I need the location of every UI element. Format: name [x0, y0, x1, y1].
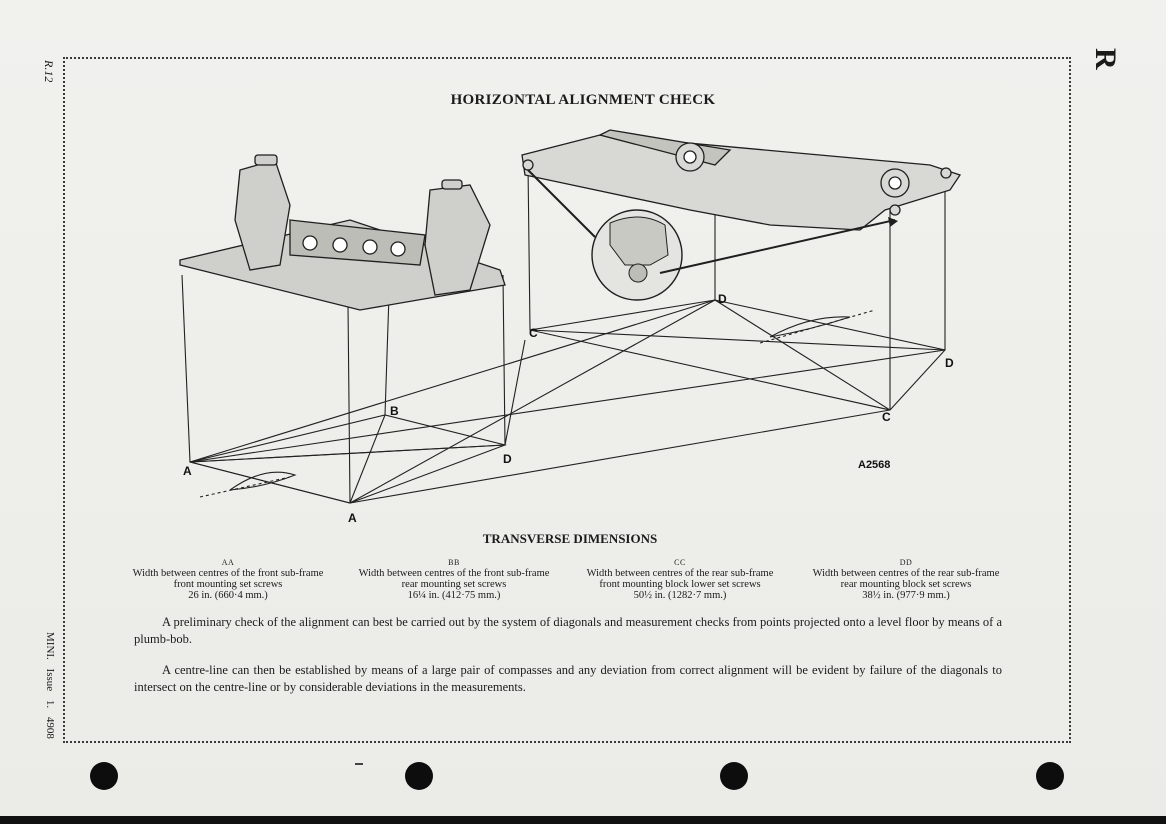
- front-subframe-drawing: [180, 155, 505, 310]
- dimension-description: Width between centres of the rear sub-frame front mounting block lower set screws: [586, 568, 774, 590]
- label-a-bottom: A: [348, 511, 357, 525]
- label-d-rear-right: D: [945, 356, 954, 370]
- figure-reference: A2568: [858, 459, 891, 471]
- alignment-diagram-svg: [170, 125, 1000, 530]
- dimension-description: Width between centres of the front sub-frame rear mounting set screws: [358, 568, 550, 590]
- issue-footer: MINI. Issue 1. 4908: [44, 632, 56, 739]
- rear-subframe-drawing: [522, 130, 960, 230]
- punch-hole: [1036, 762, 1064, 790]
- page-reference: R.12: [42, 60, 56, 83]
- dimension-cc: [580, 557, 780, 601]
- page-mark: [355, 763, 363, 765]
- dimension-code: AA: [221, 558, 235, 567]
- punch-hole: [720, 762, 748, 790]
- dimension-bb: [354, 557, 554, 601]
- dimension-code: BB: [448, 558, 460, 567]
- label-d-rear-top: D: [718, 292, 727, 306]
- dimension-value: 16¼ in. (412·75 mm.): [407, 590, 501, 601]
- scan-edge: [0, 816, 1166, 824]
- punch-hole: [405, 762, 433, 790]
- dimension-code: DD: [899, 558, 913, 567]
- label-a-left: A: [183, 464, 192, 478]
- section-letter: R: [1089, 48, 1122, 70]
- label-b: B: [390, 404, 399, 418]
- page-title: HORIZONTAL ALIGNMENT CHECK: [450, 92, 716, 108]
- dimension-code: CC: [674, 558, 686, 567]
- label-c-left: C: [529, 326, 538, 340]
- alignment-diagram: [170, 125, 1000, 530]
- dimension-dd: [806, 557, 1006, 601]
- dimension-description: Width between centres of the front sub-frame front mounting set screws: [132, 568, 324, 590]
- dimension-value: 26 in. (660·4 mm.): [188, 590, 268, 601]
- paragraph-preliminary-check: A preliminary check of the alignment can best be carried out by the system of diagonals and measurement checks from points projected onto a level floor by means of a plumb-bob.: [134, 615, 1002, 646]
- paragraph-centre-line: A centre-line can then be established by means of a large pair of compasses and any deviation from correct alignment will be evident by failure of the diagonals to intersect on the centre-line or by considerable deviations in the measurements.: [134, 663, 1002, 694]
- label-d-front: D: [503, 452, 512, 466]
- dimensions-list: [128, 557, 1008, 617]
- section-subtitle: TRANSVERSE DIMENSIONS: [482, 531, 658, 546]
- dimension-aa: [128, 557, 328, 601]
- dimension-value: 38½ in. (977·9 mm.): [862, 590, 950, 601]
- label-c-bottom: C: [882, 410, 891, 424]
- punch-hole: [90, 762, 118, 790]
- dimension-description: Width between centres of the rear sub-frame rear mounting block set screws: [812, 568, 1000, 590]
- dimension-value: 50½ in. (1282·7 mm.): [633, 590, 727, 601]
